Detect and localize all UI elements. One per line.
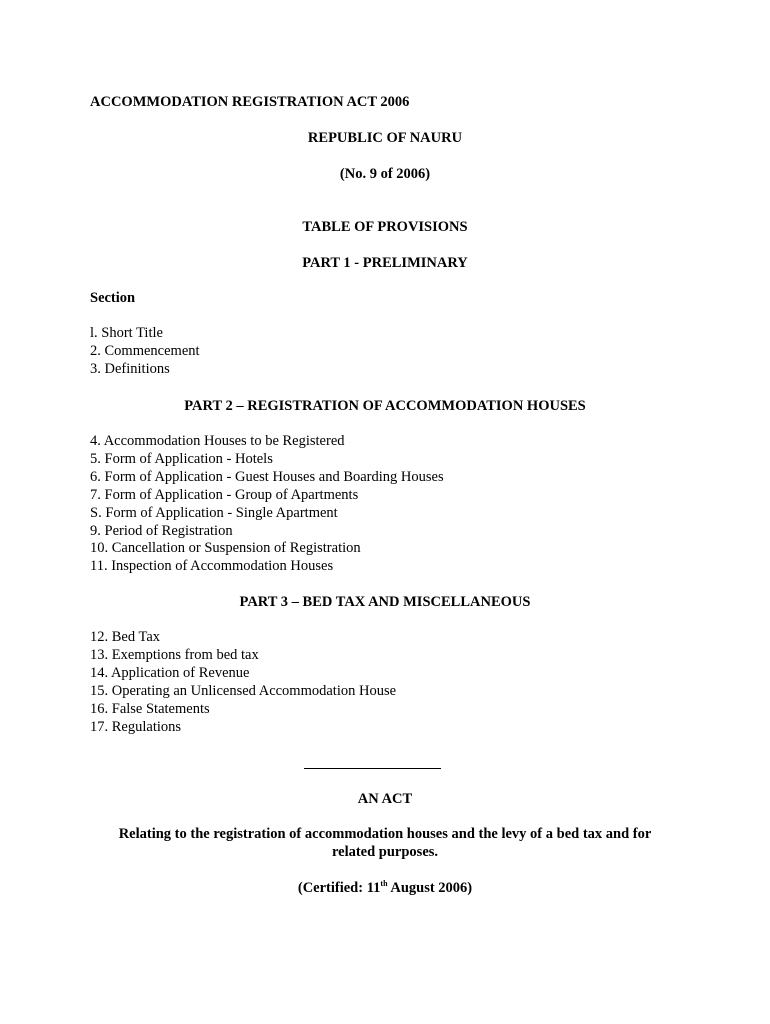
list-item: 12. Bed Tax [90, 629, 161, 645]
list-item: 15. Operating an Unlicensed Accommodation House [90, 682, 397, 699]
list-item: 7. Form of Application - Group of Apartments [90, 486, 359, 503]
list-item: 9. Period of Registration [90, 522, 233, 539]
list-item: 16. False Statements [90, 700, 210, 717]
list-item: 3. Definitions [90, 360, 170, 377]
list-item: 13. Exemptions from bed tax [90, 646, 259, 663]
list-item: 17. Regulations [90, 718, 182, 735]
list-item: 11. Inspection of Accommodation Houses [90, 558, 334, 575]
certified-prefix: (Certified: 11 [297, 880, 381, 896]
long-title-line-1: Relating to the registration of accommodation houses and the levy of a bed tax and for [118, 826, 652, 842]
list-item: 6. Form of Application - Guest Houses and Boarding Houses [90, 468, 444, 485]
list-item: 10. Cancellation or Suspension of Registration [90, 540, 361, 557]
horizontal-divider [304, 768, 441, 769]
list-item: l. Short Title [90, 325, 163, 341]
act-heading: AN ACT [357, 791, 413, 807]
certification-date [0, 879, 770, 897]
list-item: 5. Form of Application - Hotels [90, 450, 273, 467]
list-item: 2. Commencement [90, 342, 200, 359]
country-heading: REPUBLIC OF NAURU [307, 130, 463, 146]
list-item: 14. Application of Revenue [90, 664, 250, 681]
ordinal-suffix: th [380, 879, 388, 888]
part-3-heading: PART 3 – BED TAX AND MISCELLANEOUS [239, 594, 531, 610]
certified-rest: August 2006) [387, 880, 473, 896]
part-3-section-list [90, 629, 396, 736]
toc-heading: TABLE OF PROVISIONS [302, 219, 468, 235]
act-number: (No. 9 of 2006) [339, 166, 431, 182]
part-2-section-list [90, 433, 444, 576]
running-title: ACCOMMODATION REGISTRATION ACT 2006 [90, 94, 410, 110]
part-2-heading: PART 2 – REGISTRATION OF ACCOMMODATION HOUSES [184, 398, 586, 414]
section-label: Section [90, 290, 136, 306]
part-1-section-list [90, 325, 200, 379]
long-title-line-2: related purposes. [331, 844, 439, 860]
list-item: S. Form of Application - Single Apartment [90, 504, 338, 521]
list-item: 4. Accommodation Houses to be Registered [90, 433, 345, 449]
part-1-heading: PART 1 - PRELIMINARY [302, 255, 468, 271]
